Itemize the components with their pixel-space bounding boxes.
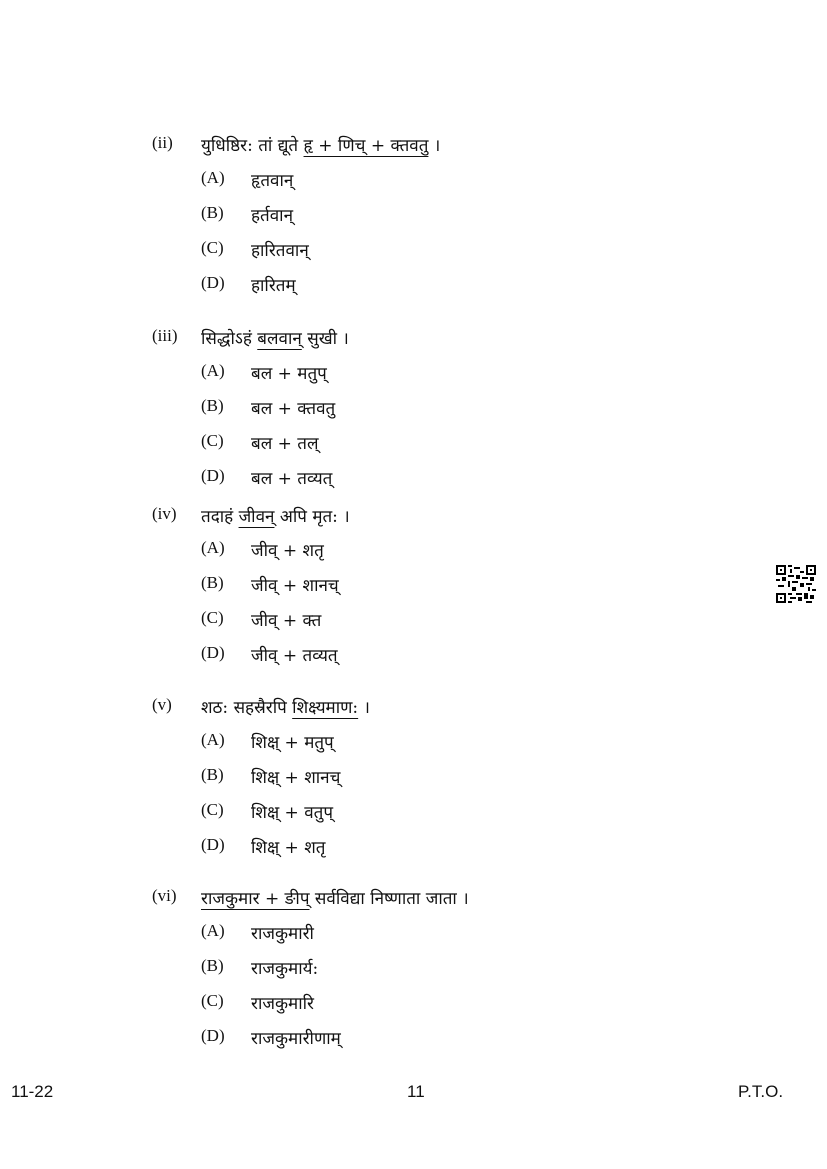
option-text: हारितवान् (251, 241, 309, 261)
option-label: (A) (201, 168, 225, 187)
option-text: हृतवान् (251, 171, 294, 191)
option-label: (C) (201, 800, 224, 819)
question-number: (v) (152, 695, 172, 714)
option-label: (C) (201, 991, 224, 1010)
underlined-term: शिक्ष्यमाण: (292, 698, 359, 718)
underlined-term: जीवन् (238, 507, 275, 527)
question-number: (iv) (152, 504, 177, 523)
option-d[interactable] (0, 273, 827, 301)
qr-code-icon (776, 565, 816, 603)
underlined-term: हृ + णिच् + क्तवतु (303, 136, 429, 156)
option-text: जीव् + तव्यत् (251, 646, 338, 666)
option-a[interactable] (0, 921, 827, 949)
option-label: (B) (201, 396, 224, 415)
option-text: जीव् + शानच् (251, 576, 339, 596)
option-text: हारितम् (251, 276, 296, 296)
question-number: (iii) (152, 326, 178, 345)
question-number: (ii) (152, 133, 173, 152)
option-label: (B) (201, 573, 224, 592)
option-c[interactable] (0, 608, 827, 636)
option-label: (B) (201, 203, 224, 222)
option-text: शिक्ष् + शानच् (251, 768, 341, 788)
option-b[interactable] (0, 573, 827, 601)
option-text: जीव् + क्त (251, 611, 322, 631)
option-text: जीव् + शतृ (251, 541, 324, 561)
option-label: (C) (201, 238, 224, 257)
option-d[interactable] (0, 643, 827, 671)
question-text: तदाहं जीवन् अपि मृत: । (201, 507, 350, 527)
option-c[interactable] (0, 800, 827, 828)
pto-label: P.T.O. (738, 1082, 784, 1101)
option-label: (C) (201, 431, 224, 450)
question-text: शठ: सहस्रैरपि शिक्ष्यमाण: । (201, 698, 371, 718)
option-c[interactable] (0, 238, 827, 266)
option-text: राजकुमारीणाम् (251, 1029, 341, 1049)
page-number: 11 (407, 1082, 425, 1101)
option-label: (D) (201, 466, 225, 485)
option-text: राजकुमारि (251, 994, 314, 1014)
option-label: (B) (201, 765, 224, 784)
question-text: युधिष्ठिर: तां द्यूते हृ + णिच् + क्तवतु । (201, 136, 441, 156)
underlined-term: राजकुमार + ङीप् (201, 889, 310, 909)
option-text: बल + तव्यत् (251, 469, 333, 489)
option-label: (A) (201, 921, 225, 940)
option-text: शिक्ष् + वतुप् (251, 803, 334, 823)
option-label: (D) (201, 643, 225, 662)
option-text: बल + तल् (251, 434, 319, 454)
option-a[interactable] (0, 168, 827, 196)
option-label: (C) (201, 608, 224, 627)
option-label: (A) (201, 538, 225, 557)
option-text: शिक्ष् + मतुप् (251, 733, 334, 753)
option-d[interactable] (0, 1026, 827, 1054)
option-label: (B) (201, 956, 224, 975)
option-b[interactable] (0, 765, 827, 793)
question-text: सिद्धोऽहं बलवान् सुखी । (201, 329, 349, 349)
option-text: बल + मतुप् (251, 364, 327, 384)
option-c[interactable] (0, 431, 827, 459)
option-b[interactable] (0, 203, 827, 231)
option-d[interactable] (0, 466, 827, 494)
option-text: राजकुमार्य: (251, 959, 319, 979)
option-label: (A) (201, 361, 225, 380)
option-label: (A) (201, 730, 225, 749)
option-a[interactable] (0, 361, 827, 389)
option-b[interactable] (0, 396, 827, 424)
option-a[interactable] (0, 538, 827, 566)
option-text: शिक्ष् + शतृ (251, 838, 326, 858)
question-number: (vi) (152, 886, 177, 905)
option-label: (D) (201, 835, 225, 854)
underlined-term: बलवान् (257, 329, 302, 349)
option-a[interactable] (0, 730, 827, 758)
option-text: राजकुमारी (251, 924, 314, 944)
option-d[interactable] (0, 835, 827, 863)
paper-code: 11-22 (11, 1082, 54, 1101)
question-text: राजकुमार + ङीप् सर्वविद्या निष्णाता जाता । (201, 889, 469, 909)
option-label: (D) (201, 273, 225, 292)
option-b[interactable] (0, 956, 827, 984)
option-label: (D) (201, 1026, 225, 1045)
option-text: हर्तवान् (251, 206, 294, 226)
option-c[interactable] (0, 991, 827, 1019)
option-text: बल + क्तवतु (251, 399, 336, 419)
